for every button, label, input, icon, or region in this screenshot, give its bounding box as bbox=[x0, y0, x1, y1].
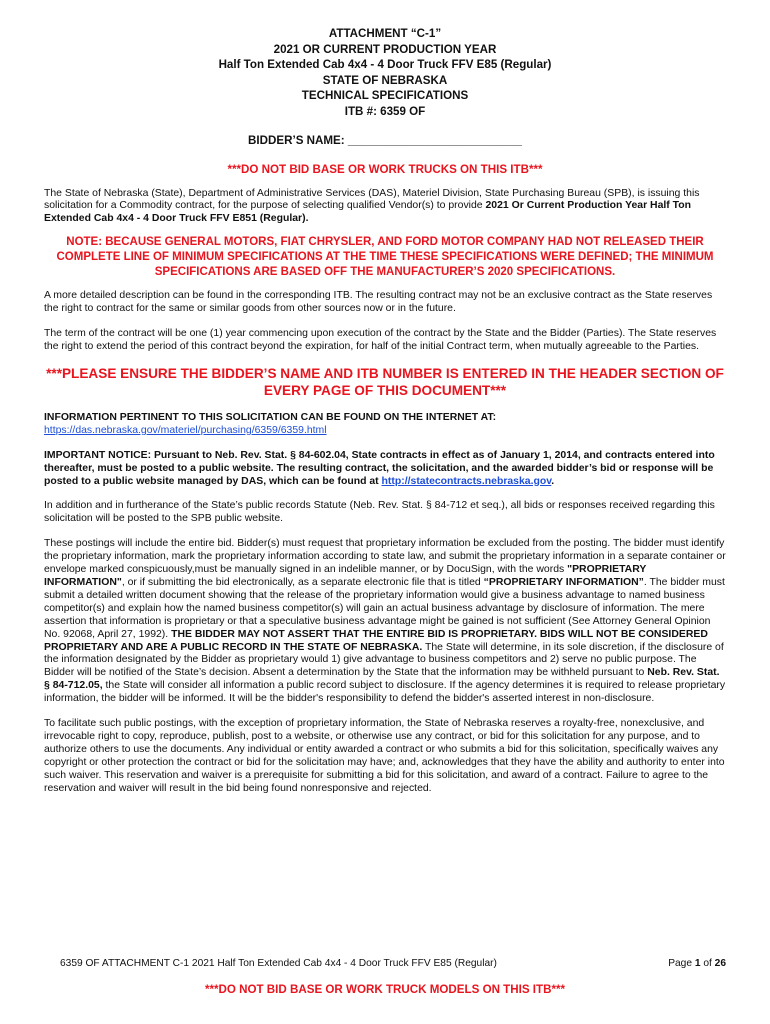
postings-bold-4: Neb. Rev. Stat. § 84-712.05, bbox=[44, 667, 720, 692]
intro-bold: 2021 Or Current Production Year Half Ton Extended Cab 4x4 - 4 Door Truck FFV E851 (Regular). bbox=[44, 200, 692, 225]
important-text: IMPORTANT NOTICE: Pursuant to Neb. Rev. Stat. § 84-602.04, State contracts in effect as of January 1, 2014, and contracts entered into thereafter, must be posted to a public website. The resulting contract, the solicitation, and the awarded bidder’s bid or response will be posted to a public website managed by DAS, which can be found at bbox=[44, 449, 715, 487]
truck-description: Half Ton Extended Cab 4x4 - 4 Door Truck FFV E85 (Regular) bbox=[218, 58, 552, 72]
postings-bold-1: "PROPRIETARY INFORMATION" bbox=[44, 564, 647, 588]
postings-text-1: These postings will include the entire bid. Bidder(s) must request that proprietary information be excluded from the posting. The bidder must identify the proprietary information, mark the proprietary information according to state law, and submit the proprietary information in a separate container or envelope marked conspicuously,must be manually signed in an indelible manner, or by DocuSign, with the words bbox=[44, 538, 726, 576]
statecontracts-link[interactable]: http://statecontracts.nebraska.gov bbox=[381, 475, 552, 487]
footer-title: 6359 OF ATTACHMENT C-1 2021 Half Ton Extended Cab 4x4 - 4 Door Truck FFV E85 (Regular) bbox=[60, 958, 497, 969]
page-label: Page bbox=[668, 958, 695, 969]
state-name: STATE OF NEBRASKA bbox=[322, 73, 448, 87]
term-paragraph: The term of the contract will be one (1) year commencing upon execution of the contract by the State and the Bidder (Parties). The State reserves the right to extend the period of this contract beyond the expiration, for half of the initial Contract term, when mutually agreeable to the Parties. bbox=[44, 328, 717, 352]
important-end: . bbox=[551, 475, 555, 487]
internet-label: INFORMATION PERTINENT TO THIS SOLICITATION CAN BE FOUND ON THE INTERNET AT: bbox=[44, 411, 497, 423]
records-paragraph: In addition and in furtherance of the State’s public records Statute (Neb. Rev. Stat. § 84-712 et seq.), all bids or responses received regarding this solicitation will be posted to the SPB public website. bbox=[44, 500, 715, 525]
description-paragraph: A more detailed description can be found in the corresponding ITB. The resulting contract may not be an exclusive contract as the State reserves the right to contract for the same or similar goods from other sources now or in the future. bbox=[44, 290, 713, 315]
solicitation-link[interactable]: https://das.nebraska.gov/materiel/purchasing/6359/6359.html bbox=[44, 424, 327, 436]
spec-title: TECHNICAL SPECIFICATIONS bbox=[301, 89, 469, 103]
production-year: 2021 OR CURRENT PRODUCTION YEAR bbox=[273, 42, 497, 56]
ensure-warning: ***PLEASE ENSURE THE BIDDER’S NAME AND ITB NUMBER IS ENTERED IN THE HEADER SECTION OF EVERY PAGE OF THIS DOCUMENT*** bbox=[46, 365, 724, 399]
postings-paragraph bbox=[44, 538, 726, 706]
page-total: 26 bbox=[714, 958, 726, 969]
postings-text-5: the State will consider all information a public record subject to disclosure. If the agency determines it is required to release proprietary information, the bidder will be informed. It will be the bidder's responsibility to defend the bidder's asserted interest in non-disclosure. bbox=[44, 680, 726, 705]
postings-bold-2: “PROPRIETARY INFORMATION” bbox=[483, 576, 644, 588]
facilitate-paragraph: To facilitate such public postings, with the exception of proprietary information, the State of Nebraska reserves a royalty-free, nonexclusive, and irrevocable right to copy, reproduce, publish, post to a website, or otherwise use any contract, or bid for this solicitation for any purpose, and to authorize others to use the documents. Any individual or entity awarded a contract or who submits a bid for this solicitation, specifically waives any copyright or other protection the contract or bid for the solicitation may have; and, acknowledges that they have the ability and authority to enter into such waiver. This reservation and waiver is a prerequisite for submitting a bid for this solicitation, and award of a contract. Failure to agree to the reservation and waiver will result in the bid being found nonresponsive and rejected. bbox=[44, 718, 725, 794]
itb-number: ITB #: 6359 OF bbox=[344, 104, 426, 118]
page-number bbox=[668, 958, 726, 969]
intro-paragraph bbox=[44, 188, 726, 227]
page-of: of bbox=[700, 958, 715, 969]
bidder-name-line: BIDDER’S NAME: ___________________________ bbox=[248, 133, 522, 147]
important-notice bbox=[44, 450, 726, 489]
top-warning: ***DO NOT BID BASE OR WORK TRUCKS ON THIS ITB*** bbox=[227, 162, 543, 176]
manufacturer-note: NOTE: BECAUSE GENERAL MOTORS, FIAT CHRYSLER, AND FORD MOTOR COMPANY HAD NOT RELEASED THEIR COMPLETE LINE OF MINIMUM SPECIFICATIONS AT THE TIME THESE SPECIFICATIONS WERE DEFINED; THE MINIMUM SPECIFICATIONS ARE BASED OFF THE MANUFACTURER’S 2020 SPECIFICATIONS. bbox=[56, 236, 714, 279]
document-header bbox=[44, 26, 726, 120]
bottom-warning: ***DO NOT BID BASE OR WORK TRUCK MODELS ON THIS ITB*** bbox=[204, 983, 566, 996]
internet-info bbox=[44, 412, 726, 438]
postings-bold-3: THE BIDDER MAY NOT ASSERT THAT THE ENTIRE BID IS PROPRIETARY. BIDS WILL NOT BE CONSIDERED PROPRIETARY AND ARE A PUBLIC RECORD IN THE STATE OF NEBRASKA. bbox=[44, 628, 708, 653]
attachment-title: ATTACHMENT “C-1” bbox=[328, 27, 442, 40]
intro-text: The State of Nebraska (State), Department of Administrative Services (DAS), Materiel Division, State Purchasing Bureau (SPB), is issuing this solicitation for a Commodity contract, for the purpose of selecting qualified Vendor(s) to provide bbox=[44, 187, 700, 212]
page-current: 1 bbox=[694, 958, 701, 969]
postings-text-4: The State will determine, in its sole discretion, if the disclosure of the information designated by the Bidder as proprietary would 1) give advantage to business competitors and 2) serve no public purpose. The Bidder will be notified of the State’s decision. Absent a determination by the State that the information may be withheld pursuant to bbox=[44, 641, 724, 679]
postings-text-2: , or if submitting the bid electronically, as a separate electronic file that is titled bbox=[121, 576, 484, 588]
document-page bbox=[44, 26, 726, 795]
postings-text-3: . The bidder must submit a detailed written document showing that the release of the proprietary information would give a business advantage to named business competitor(s) and explain how the named business competitor(s) will gain an actual business advantage by disclosure of information. The mere assertion that information is proprietary or that a speculative business advantage might be gained is not sufficient (See Attorney General Opinion No. 92068, April 27, 1992). bbox=[44, 576, 725, 640]
